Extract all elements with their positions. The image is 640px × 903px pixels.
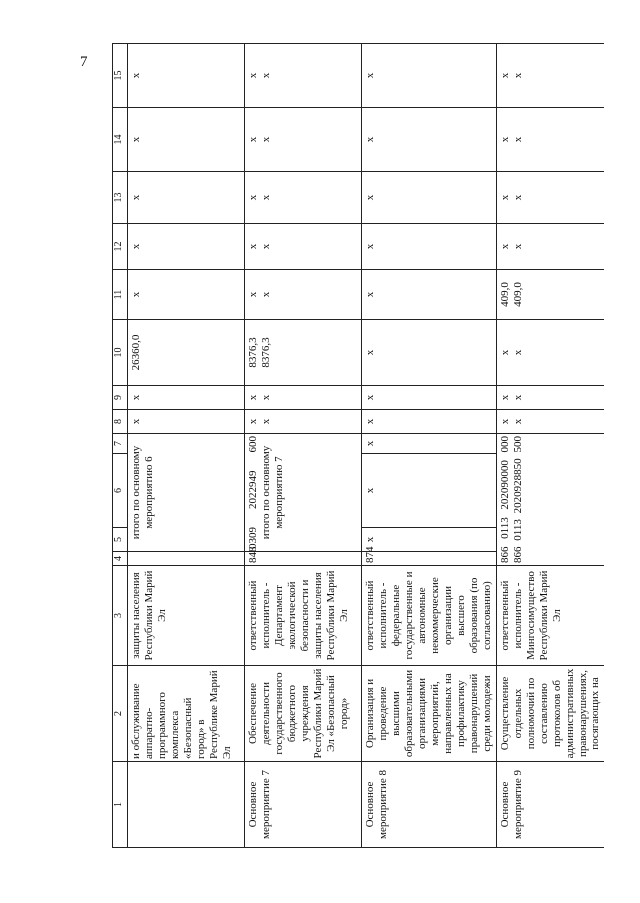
cell-grbs xyxy=(128,552,245,566)
cell-csr: 2020928850 xyxy=(511,458,524,514)
cell-val-11: x x xyxy=(245,270,362,320)
cell-executor: ответственный исполнитель - Мингосимущество Республики Марий Эл xyxy=(496,566,604,666)
cell-val-13: x xyxy=(362,172,497,224)
cell-executor: ответственный исполнитель - федеральные государственные и автономные некоммерческие организации высшего образования (по согласованию) xyxy=(362,566,497,666)
cell-val-15: x x xyxy=(496,44,604,108)
cell-val-12: x x xyxy=(245,224,362,270)
header-col-8: 8 xyxy=(113,410,128,434)
cell-csr: x xyxy=(362,454,497,528)
cell-codes xyxy=(496,434,604,566)
cell-val-9: x x xyxy=(496,386,604,410)
cell-rzpr: x xyxy=(362,528,497,552)
cell-val-10: x xyxy=(362,320,497,386)
cell-val-13: x x xyxy=(245,172,362,224)
table-row xyxy=(128,44,245,848)
cell-vr: 000 xyxy=(498,436,511,453)
cell-subtotal-label: итого по основному мероприятию 6 xyxy=(128,434,245,552)
cell-measure: Основное мероприятие 9 xyxy=(496,762,604,848)
cell-val-8: x x xyxy=(496,410,604,434)
cell-val-8: x x xyxy=(245,410,362,434)
cell-val-12: x x xyxy=(496,224,604,270)
cell-measure: Основное мероприятие 8 xyxy=(362,762,497,848)
table-row xyxy=(245,44,362,848)
cell-val-10: 8376,3 8376,3 xyxy=(245,320,362,386)
cell-val-9: x x xyxy=(245,386,362,410)
cell-rzpr: 0113 xyxy=(498,517,511,539)
cell-val-15: x xyxy=(362,44,497,108)
cell-val-10: 26360,0 xyxy=(128,320,245,386)
cell-val-9: x xyxy=(362,386,497,410)
header-col-12: 12 xyxy=(113,224,128,270)
cell-val-8: x xyxy=(128,410,245,434)
cell-rzpr: 0309 xyxy=(247,527,259,549)
cell-val-14: x x xyxy=(496,108,604,172)
header-col-4: 4 xyxy=(113,552,128,566)
cell-val-11: x xyxy=(362,270,497,320)
header-col-10: 10 xyxy=(113,320,128,386)
program-table xyxy=(112,43,604,848)
rotated-table-stage xyxy=(112,48,632,848)
header-col-13: 13 xyxy=(113,172,128,224)
header-col-2: 2 xyxy=(113,666,128,762)
table-row xyxy=(362,44,497,848)
cell-grbs: 848 xyxy=(245,552,362,566)
cell-grbs: 866 xyxy=(511,546,524,563)
cell-val-13: x x xyxy=(496,172,604,224)
cell-val-9: x xyxy=(128,386,245,410)
cell-description: Обеспечение деятельности государственного бюджетного учреждения Республики Марий Эл «Безопасный город» xyxy=(245,666,362,762)
cell-vr: 600 xyxy=(247,436,259,453)
cell-val-8: x xyxy=(362,410,497,434)
cell-rzpr: 0113 xyxy=(511,519,524,541)
cell-grbs: 866 xyxy=(498,546,511,563)
cell-grbs: 874 xyxy=(362,552,497,566)
header-col-15: 15 xyxy=(113,44,128,108)
cell-val-12: x xyxy=(362,224,497,270)
header-col-7: 7 xyxy=(113,434,128,454)
header-col-11: 11 xyxy=(113,270,128,320)
header-col-1: 1 xyxy=(113,762,128,848)
cell-val-11: x xyxy=(128,270,245,320)
cell-val-11: 409,0 409,0 xyxy=(496,270,604,320)
cell-val-15: x xyxy=(128,44,245,108)
cell-csr: 202090000 xyxy=(498,460,511,510)
cell-executor: ответственный исполнитель - Департамент экологической безопасности и защиты населения Республики Марий Эл xyxy=(245,566,362,666)
header-col-5: 5 xyxy=(113,528,128,552)
header-col-3: 3 xyxy=(113,566,128,666)
cell-val-14: x xyxy=(362,108,497,172)
cell-measure xyxy=(128,762,245,848)
table-row xyxy=(496,44,604,848)
cell-description: Организация и проведение высшими образовательными организациями мероприятий, направленных на профилактику правонарушений среди молодежи xyxy=(362,666,497,762)
cell-val-15: x x xyxy=(245,44,362,108)
cell-description: и обслуживание аппаратно-программного комплекса «Безопасный город» в Республике Марий Эл xyxy=(128,666,245,762)
cell-subtotal-label: итого по основному мероприятию 7 xyxy=(259,445,285,540)
cell-val-13: x xyxy=(128,172,245,224)
page-number: 7 xyxy=(80,54,88,70)
cell-vr: x xyxy=(362,434,497,454)
header-col-14: 14 xyxy=(113,108,128,172)
cell-csr: 2022949 xyxy=(247,470,259,509)
cell-measure: Основное мероприятие 7 xyxy=(245,762,362,848)
header-row xyxy=(113,44,128,848)
cell-description: Осуществление отдельных полномочий по составлению протоколов об административных правонарушениях, посягающих на xyxy=(496,666,604,762)
header-col-6: 6 xyxy=(113,454,128,528)
cell-vr: 500 xyxy=(511,436,524,453)
cell-val-14: x xyxy=(128,108,245,172)
cell-codes xyxy=(245,434,362,552)
cell-executor: защиты населения Республики Марий Эл xyxy=(128,566,245,666)
cell-val-14: x x xyxy=(245,108,362,172)
cell-val-12: x xyxy=(128,224,245,270)
header-col-9: 9 xyxy=(113,386,128,410)
cell-val-10: x x xyxy=(496,320,604,386)
